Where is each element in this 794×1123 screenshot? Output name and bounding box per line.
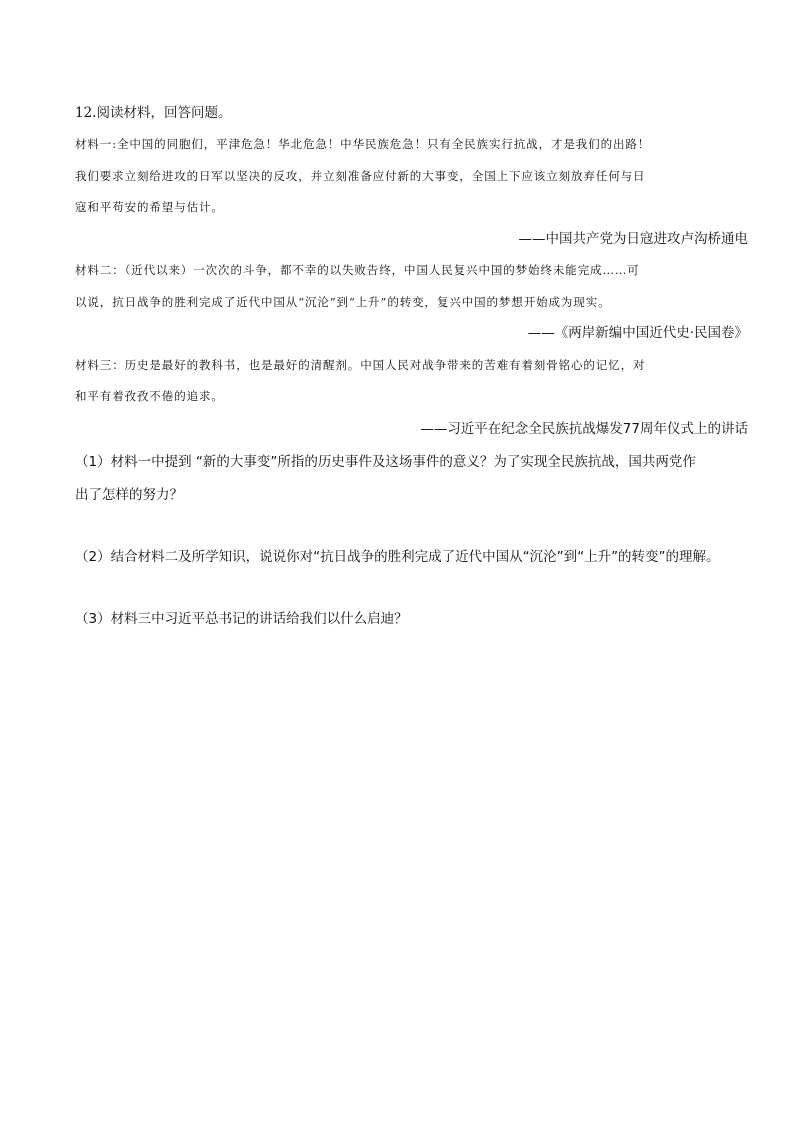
material2-line-2: 以说，抗日战争的胜利完成了近代中国从“沉沦”到“上升”的转变，复兴中国的梦想开始成为现实。 <box>75 295 611 309</box>
material3-line-1: 材料三：历史是最好的教科书，也是最好的清醒剂。中国人民对战争带来的苦难有着刻骨铭心的记忆，对 <box>75 358 646 372</box>
material2-source: ——《两岸新编中国近代史·民国卷》 <box>527 325 748 341</box>
material1-source: ——中国共产党为日寇进攻卢沟桥通电 <box>518 231 748 247</box>
question-1-line-2: 出了怎样的努力？ <box>75 487 183 503</box>
question-2: （2）结合材料二及所学知识，说说你对“抗日战争的胜利完成了近代中国从“沉沦”到“上升”的转变”的理解。 <box>75 549 720 565</box>
material3-line-2: 和平有着孜孜不倦的追求。 <box>75 389 224 403</box>
question-title: 12.阅读材料，回答问题。 <box>75 105 232 121</box>
material2-line-1: 材料二：（近代以来）一次次的斗争，都不幸的以失败告终，中国人民复兴中国的梦始终未能完成……可 <box>75 263 640 277</box>
material1-line-3: 寇和平苟安的希望与估计。 <box>75 200 224 214</box>
question-1-line-1: （1）材料一中提到 “新的大事变”所指的历史事件及这场事件的意义？为了实现全民族抗战，国共两党作 <box>75 454 696 470</box>
material3-source: ——习近平在纪念全民族抗战爆发77周年仪式上的讲话 <box>420 421 748 437</box>
question-3: （3）材料三中习近平总书记的讲话给我们以什么启迪？ <box>75 611 408 627</box>
material1-line-1: 材料一:全中国的同胞们，平津危急！华北危急！中华民族危急！只有全民族实行抗战，才是我们的出路！ <box>75 137 651 151</box>
material1-line-2: 我们要求立刻给进攻的日军以坚决的反攻，并立刻准备应付新的大事变，全国上下应该立刻放弃任何与日 <box>75 169 646 183</box>
